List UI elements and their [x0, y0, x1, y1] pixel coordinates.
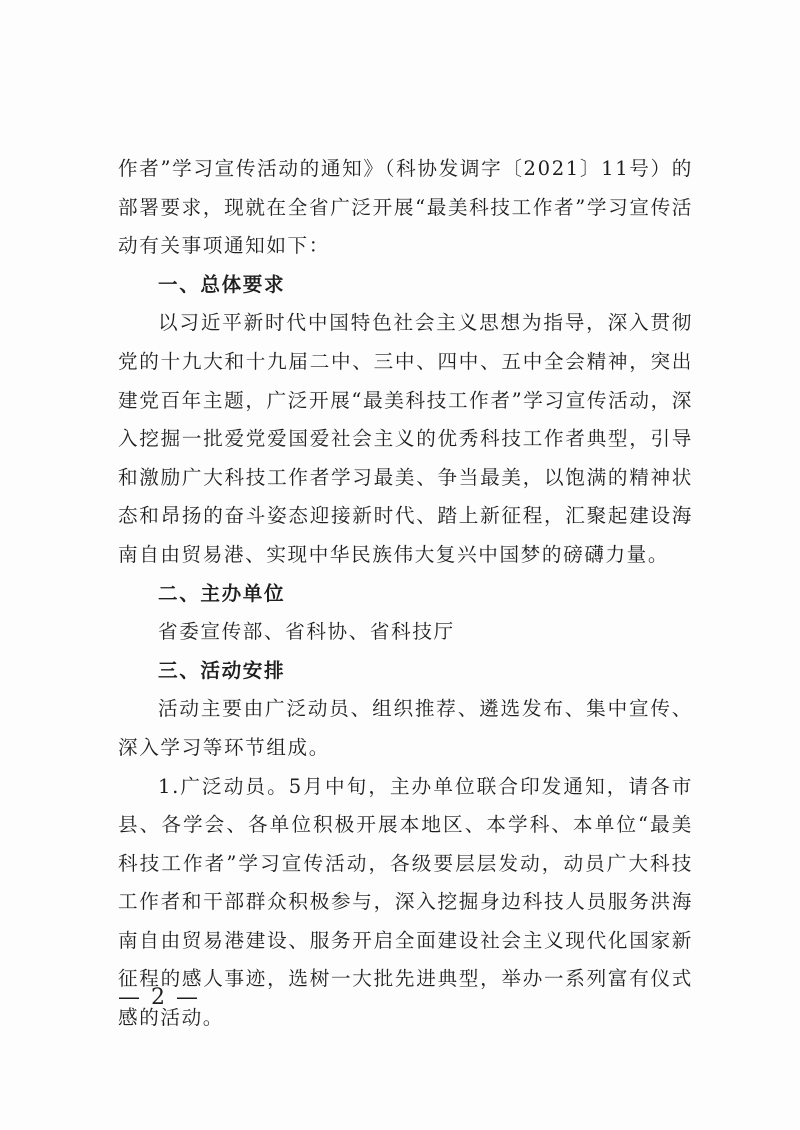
document-body: [118, 150, 693, 1038]
section-heading-organizers: 二、主办单位: [158, 581, 286, 605]
intro-paragraph: 作者”学习宣传活动的通知》（科协发调字〔2021〕11号）的部署要求，现就在全省广泛开展“最美科技工作者”学习宣传活动有关事项通知如下：: [118, 157, 693, 258]
mobilization-paragraph: 1.广泛动员。5月中旬，主办单位联合印发通知，请各市县、各学会、各单位积极开展本地区、本学科、本单位“最美科技工作者”学习宣传活动，各级要层层发动，动员广大科技工作者和干部群众积极参与，深入挖掘身边科技人员服务洪海南自由贸易港建设、服务开启全面建设社会主义现代化国家新征程的感人事迹，选树一大批先进典型，举办一系列富有仪式感的活动。: [118, 774, 693, 1030]
section-heading-activity-arrangement: 三、活动安排: [158, 658, 286, 682]
general-requirements-paragraph: 以习近平新时代中国特色社会主义思想为指导，深入贯彻党的十九大和十九届二中、三中、四中、五中全会精神，突出建党百年主题，广泛开展“最美科技工作者”学习宣传活动，深入挖掘一批爱党爱国爱社会主义的优秀科技工作者典型，引导和激励广大科技工作者学习最美、争当最美，以饱满的精神状态和昂扬的奋斗姿态迎接新时代、踏上新征程，汇聚起建设海南自由贸易港、实现中华民族伟大复兴中国梦的磅礴力量。: [118, 311, 693, 566]
page-number: — 2 —: [118, 985, 200, 1010]
section-heading-general-requirements: 一、总体要求: [158, 272, 286, 296]
organizers-paragraph: 省委宣传部、省科协、省科技厅: [158, 620, 455, 644]
activity-arrangement-paragraph: 活动主要由广泛动员、组织推荐、遴选发布、集中宣传、深入学习等环节组成。: [118, 697, 693, 759]
